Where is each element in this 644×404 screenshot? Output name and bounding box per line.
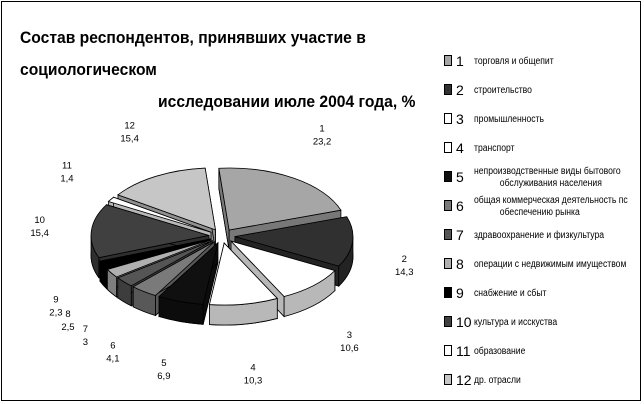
- slice-label-value-10: 15,4: [30, 227, 49, 239]
- slice-label-value-12: 15,4: [120, 133, 139, 145]
- slice-label-id-9: 9: [53, 294, 59, 306]
- slice-label-id-4: 4: [250, 362, 256, 374]
- legend-label-12: [474, 375, 521, 387]
- legend-swatch-8: [444, 258, 452, 269]
- legend-label-5-line-2: обслуживания населения: [499, 178, 602, 189]
- legend-number-7: 7: [456, 227, 464, 243]
- legend-label-5: [474, 166, 621, 190]
- slice-label-id-6: 6: [110, 340, 116, 352]
- legend-number-3: 3: [456, 111, 464, 127]
- slice-label-value-4: 10,3: [243, 375, 263, 387]
- slice-label-id-7: 7: [82, 323, 89, 335]
- chart-title-line-1: Состав респондентов, принявших участие в социологическом: [20, 28, 366, 79]
- legend-swatch-9: [444, 287, 452, 298]
- chart-title-line-2: исследовании июле 2004 года, %: [158, 92, 416, 111]
- legend-number-10: 10: [456, 314, 472, 330]
- legend-number-1: 1: [456, 53, 464, 69]
- legend-number-6: 6: [456, 198, 464, 214]
- slice-label-id-2: 2: [401, 254, 407, 266]
- legend-label-10-line-1: культура и исскуства: [474, 317, 558, 328]
- legend-number-8: 8: [456, 256, 464, 272]
- legend-label-3: [474, 114, 544, 126]
- legend-label-1: [474, 56, 554, 68]
- legend-number-11: 11: [456, 343, 471, 359]
- legend-number-4: 4: [456, 140, 464, 156]
- slice-label-id-12: 12: [124, 120, 135, 132]
- legend-swatch-7: [444, 229, 452, 240]
- legend-label-9-line-1: снабжение и сбыт: [474, 288, 547, 299]
- legend-number-2: 2: [456, 82, 464, 98]
- legend-swatch-2: [444, 84, 452, 95]
- slice-label-id-11: 11: [61, 160, 72, 172]
- slice-label-value-7: 3: [82, 336, 89, 348]
- legend-label-12-line-1: др. отрасли: [474, 375, 521, 386]
- legend-swatch-1: [444, 55, 452, 66]
- slice-label-value-11: 1,4: [60, 173, 74, 185]
- slice-label-value-5: 6,9: [157, 370, 171, 382]
- slice-label-value-6: 4,1: [106, 353, 120, 365]
- legend-label-4-line-1: транспорт: [474, 143, 515, 154]
- slice-label-id-8: 8: [65, 308, 71, 320]
- slice-label-id-3: 3: [346, 330, 353, 342]
- legend-swatch-11: [444, 345, 452, 356]
- slice-label-value-1: 23,2: [312, 136, 332, 148]
- legend-label-11: [474, 346, 525, 358]
- legend-swatch-5: [444, 171, 452, 182]
- legend-label-9: [474, 288, 546, 300]
- legend-label-2: [474, 85, 532, 97]
- legend-number-12: 12: [456, 372, 472, 388]
- legend-label-8: [474, 259, 626, 271]
- legend-swatch-10: [444, 316, 452, 327]
- legend-label-6-line-1: общая коммерческая деятельность пс: [474, 195, 628, 206]
- legend-label-1-line-1: торговля и общепит: [474, 56, 554, 67]
- slice-label-value-9: 2,3: [49, 307, 63, 319]
- slice-label-id-1: 1: [319, 123, 325, 135]
- legend-swatch-12: [444, 374, 452, 385]
- legend-label-8-line-1: операции с недвижимым имуществом: [474, 259, 627, 270]
- legend-label-7: [474, 230, 604, 242]
- legend-label-6-line-2: обеспечению рынка: [499, 207, 580, 218]
- legend-label-6: [474, 195, 628, 219]
- legend-swatch-3: [444, 113, 452, 124]
- legend-label-4: [474, 143, 515, 155]
- legend-label-5-line-1: непроизводственные виды бытового: [474, 166, 621, 177]
- slice-label-id-10: 10: [34, 214, 45, 226]
- legend: [440, 50, 638, 396]
- legend-label-2-line-1: строительство: [474, 85, 532, 96]
- legend-swatch-6: [444, 200, 452, 211]
- legend-number-5: 5: [456, 169, 464, 185]
- slice-label-value-8: 2,5: [61, 321, 75, 333]
- slice-label-value-2: 14,3: [394, 267, 414, 279]
- legend-label-7-line-1: здравоохранение и физкультура: [474, 230, 605, 241]
- legend-label-3-line-1: промышленность: [474, 114, 545, 125]
- legend-label-10: [474, 317, 557, 329]
- legend-number-9: 9: [456, 285, 464, 301]
- slice-label-id-5: 5: [161, 357, 167, 369]
- legend-swatch-4: [444, 142, 452, 153]
- legend-label-11-line-1: образование: [474, 346, 526, 357]
- slice-label-value-3: 10,6: [340, 343, 359, 355]
